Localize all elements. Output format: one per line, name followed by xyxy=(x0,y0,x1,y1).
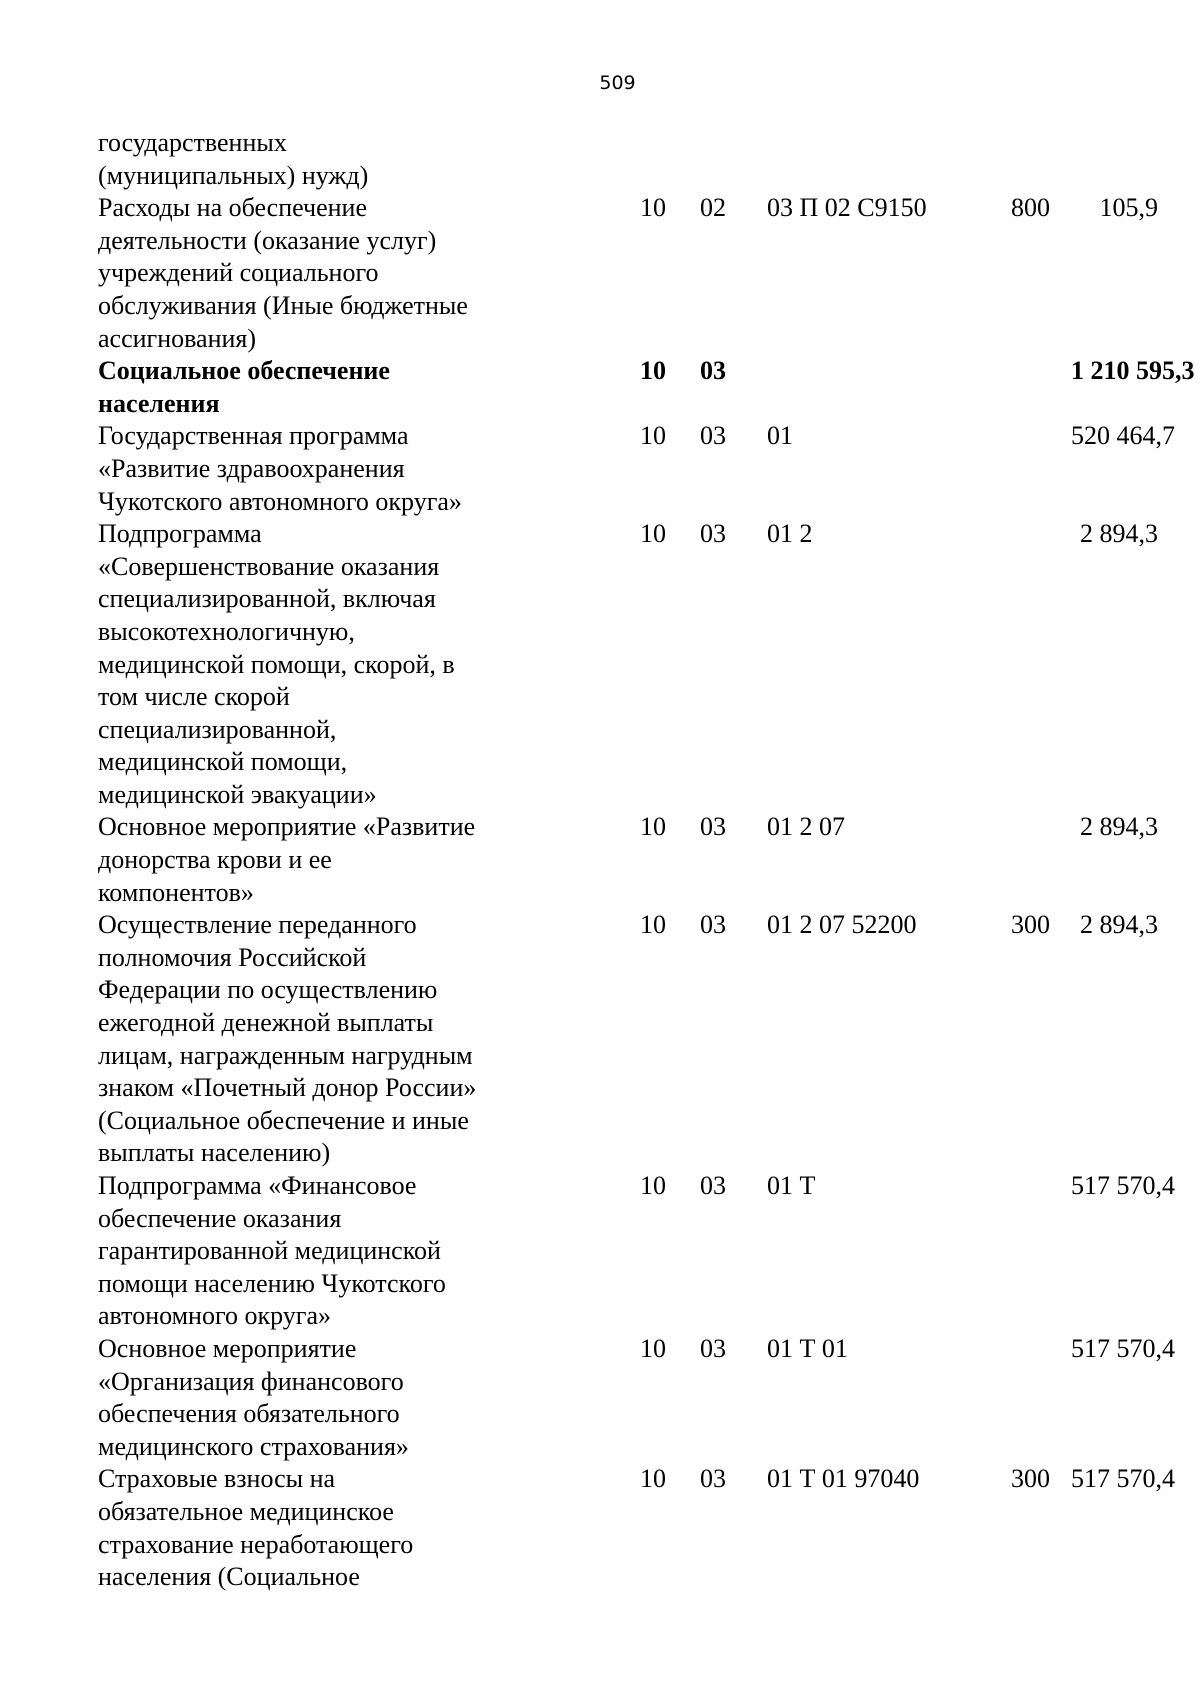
row-name-line: обслуживания (Иные бюджетные xyxy=(98,290,468,320)
table-row xyxy=(98,909,1158,1170)
row-name-line: «Развитие здравоохранения xyxy=(98,453,405,483)
table-row xyxy=(98,811,1158,909)
section-code: 10 xyxy=(640,193,666,223)
target-article-code: 01 Т 01 xyxy=(767,1333,848,1363)
amount-value: 1 210 595,3 xyxy=(1071,356,1195,386)
row-name xyxy=(98,355,518,420)
section-code: 10 xyxy=(640,1333,666,1363)
row-name-line: (Социальное обеспечение и иные xyxy=(98,1105,469,1135)
row-name-line: медицинской помощи, xyxy=(98,747,348,777)
row-name xyxy=(98,127,518,192)
table-row xyxy=(98,355,1195,420)
row-name-line: «Организация финансового xyxy=(98,1366,404,1396)
row-name-line: обеспечение оказания xyxy=(98,1203,342,1233)
target-article-code: 01 Т xyxy=(767,1171,816,1200)
row-name-line: ассигнования) xyxy=(98,323,257,353)
table-row xyxy=(98,1170,1175,1333)
row-name-line: Государственная программа xyxy=(98,421,409,451)
row-name-line: Основное мероприятие «Развитие xyxy=(98,812,476,842)
amount-value: 520 464,7 xyxy=(1071,421,1175,451)
row-name-line: страхование неработающего xyxy=(98,1529,414,1559)
table-row xyxy=(98,1333,1175,1463)
amount-value: 517 570,4 xyxy=(1071,1464,1175,1494)
row-name-line: лицам, награжденным нагрудным xyxy=(98,1040,473,1070)
subsection-code: 02 xyxy=(700,193,726,223)
subsection-code: 03 xyxy=(700,356,726,386)
row-name xyxy=(98,518,518,811)
row-name xyxy=(98,420,518,518)
row-name-line: гарантированной медицинской xyxy=(98,1236,441,1266)
row-name-line: донорства крови и ее xyxy=(98,845,332,875)
row-name-line: автономного округа» xyxy=(98,1301,331,1331)
amount-value: 2 894,3 xyxy=(1080,812,1158,842)
amount-value: 105,9 xyxy=(1099,193,1158,223)
row-name-line: высокотехнологичную, xyxy=(98,616,355,646)
amount-value: 2 894,3 xyxy=(1080,519,1158,549)
section-code: 10 xyxy=(640,812,666,842)
row-name-line: обязательное медицинское xyxy=(98,1496,394,1526)
subsection-code: 03 xyxy=(700,1464,726,1494)
row-name-line: деятельности (оказание услуг) xyxy=(98,225,437,255)
row-name xyxy=(98,909,518,1170)
target-article-code: 01 2 xyxy=(767,519,813,549)
page-number: 509 xyxy=(599,72,636,94)
row-name-line: знаком «Почетный донор России» xyxy=(98,1073,477,1103)
row-name-line: ежегодной денежной выплаты xyxy=(98,1008,434,1038)
subsection-code: 03 xyxy=(700,519,726,549)
subsection-code: 03 xyxy=(700,812,726,842)
expense-type-code: 300 xyxy=(1011,910,1050,940)
table-row xyxy=(98,518,1158,811)
section-code: 10 xyxy=(640,1171,666,1200)
section-code: 10 xyxy=(640,910,666,940)
row-name xyxy=(98,811,518,909)
target-article-code: 01 2 07 52200 xyxy=(767,910,917,940)
row-name-line: учреждений социального xyxy=(98,258,379,288)
row-name-line: том числе скорой xyxy=(98,682,290,712)
budget-table xyxy=(98,127,1195,1594)
section-code: 10 xyxy=(640,519,666,549)
row-name-line: государственных xyxy=(98,128,287,157)
row-name-line: медицинского страхования» xyxy=(98,1431,409,1461)
subsection-code: 03 xyxy=(700,910,726,940)
expense-type-code: 800 xyxy=(1011,193,1050,223)
row-name-line: компонентов» xyxy=(98,877,254,907)
target-article-code: 01 Т 01 97040 xyxy=(767,1464,920,1494)
table-row xyxy=(98,1463,1175,1593)
row-name-line: Расходы на обеспечение xyxy=(98,193,368,223)
row-name xyxy=(98,192,518,355)
row-name-line: обеспечения обязательного xyxy=(98,1399,400,1429)
row-name-line: Социальное обеспечение xyxy=(98,356,390,386)
table-row xyxy=(98,127,1158,192)
row-name-line: полномочия Российской xyxy=(98,942,367,972)
row-name-line: Страховые взносы на xyxy=(98,1464,336,1494)
row-name-line: (муниципальных) нужд) xyxy=(98,160,369,190)
subsection-code: 03 xyxy=(700,421,726,451)
row-name-line: выплаты населению) xyxy=(98,1138,331,1168)
section-code: 10 xyxy=(640,356,666,386)
table-row xyxy=(98,192,1158,355)
row-name-line: населения (Социальное xyxy=(98,1562,360,1592)
subsection-code: 03 xyxy=(700,1171,726,1200)
row-name-line: медицинской эвакуации» xyxy=(98,779,377,809)
amount-value: 517 570,4 xyxy=(1071,1333,1175,1363)
row-name-line: Чукотского автономного округа» xyxy=(98,486,462,516)
expense-type-code: 300 xyxy=(1011,1464,1050,1494)
row-name xyxy=(98,1333,518,1463)
target-article-code: 03 П 02 С9150 xyxy=(767,193,927,223)
row-name-line: специализированной, включая xyxy=(98,584,436,614)
section-code: 10 xyxy=(640,421,666,451)
target-article-code: 01 2 07 xyxy=(767,812,845,842)
amount-value: 2 894,3 xyxy=(1080,910,1158,940)
row-name-line: населения xyxy=(98,388,220,418)
amount-value: 517 570,4 xyxy=(1071,1171,1175,1200)
row-name-line: помощи населению Чукотского xyxy=(98,1268,446,1298)
row-name-line: специализированной, xyxy=(98,714,337,744)
target-article-code: 01 xyxy=(767,421,793,451)
row-name-line: Основное мероприятие xyxy=(98,1333,357,1363)
row-name-line: Осуществление переданного xyxy=(98,910,417,940)
row-name-line: Подпрограмма «Финансовое xyxy=(98,1171,417,1200)
row-name xyxy=(98,1170,518,1333)
row-name-line: медицинской помощи, скорой, в xyxy=(98,649,455,679)
subsection-code: 03 xyxy=(700,1333,726,1363)
section-code: 10 xyxy=(640,1464,666,1494)
row-name xyxy=(98,1463,518,1593)
row-name-line: «Совершенствование оказания xyxy=(98,551,440,581)
table-row xyxy=(98,420,1175,518)
row-name-line: Федерации по осуществлению xyxy=(98,975,438,1005)
row-name-line: Подпрограмма xyxy=(98,519,262,549)
